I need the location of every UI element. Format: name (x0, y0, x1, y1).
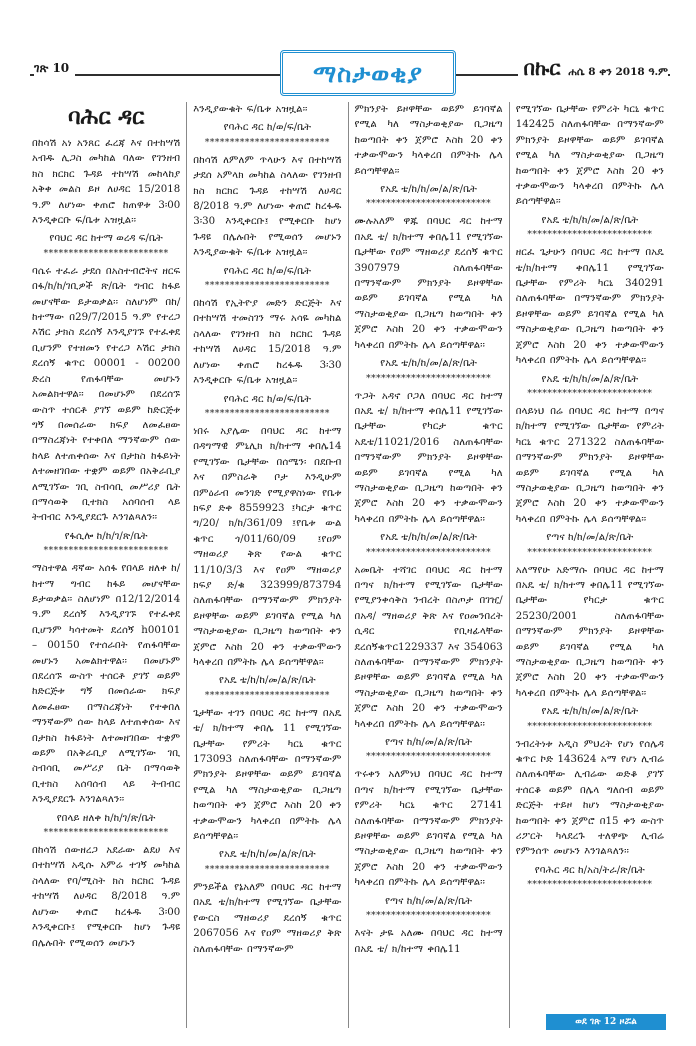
notice-separator: ************************* (527, 388, 653, 399)
section-title: ባሕር ዳር (67, 104, 145, 130)
notice-separator: ************************* (366, 199, 492, 210)
notice-separator: ************************* (204, 864, 330, 875)
notice-separator: ************************* (366, 911, 492, 922)
legal-notice (516, 404, 664, 559)
notice-body: ባሴሩ ተፈራ ታደሰ በአስተብሮትና ዘርፍ በፋ/ከ/ከ/ገቢዎች ጽ/ቤት ግብር ከፋይ መሆናቸው ይታወቃል፡፡ ስለሆነም በከ/ከተማው በ29/7/2015 ዓ.ም የተረጋ እሽር ታክስ ደረሰኝ እንዲያገኙ የተፈቀደ ቢሆንም የተዘመን የተረጋ እሽር ታክስ ደረሰኝ ቁጥር 00001 - 00200 ድረስ የጠፋባቸው መሆኑን አመልክተዋል፡፡ በመሆኑም በደረሰኙ ውስጥ ተሰርቶ ያገኘ ወይም ከድርጅቱ ግኝ በመሰራው ክፍያ ለመፈፀው በማስረጃነት የተቀበለ ማንኛውም ሰው ከላይ ለተጠቀሰው እና በታክስ ከፋይነት ለተመዘገበው ተቋም ወይም በአቅራቢያ ለሚገኘው ገቢ ስብሳቢ መሥሪያ ቤት በማሳወቅ ቢተክስ አሰባሰብ ላይ ትብብር እንዲያደርጉ እንገልጻለን፡፡ (32, 265, 181, 524)
notice-body: ምንይችል የኔአለም በባህር ዳር ከተማ በአዴ ቴ/ክ/ከተማ የሚገኘው ቤታቸው የውርስ ማዘወሪያ ደረሰኝ ቁጥር 2067056 እና የዐም ማዘወሪያ ቅጽ ስለጠፋባቸው በማንኛውም (193, 881, 342, 955)
legal-notice (32, 561, 180, 839)
continued-badge: ወደ ገጽ 12 ዞሯል (546, 1014, 666, 1030)
legal-notice (193, 153, 341, 292)
legal-notice (355, 563, 503, 764)
notice-signature: የአዴ ቴ/ከ/ከ/መ/ል/ጽ/ቤት (380, 184, 477, 196)
legal-notice (32, 264, 180, 557)
legal-notice (193, 102, 341, 149)
notice-signature: የአዴ ቴ/ከ/ከ/መ/ል/ጽ/ቤት (219, 675, 316, 687)
column-1 (30, 102, 186, 1028)
notice-signature: የጣና ከ/ከ/መ/ል/ጽ/ቤት (385, 895, 473, 907)
notice-signature: የአዴ ቴ/ከ/ከ/መ/ል/ጽ/ቤት (219, 849, 316, 861)
notice-separator: ************************* (527, 547, 653, 558)
notice-body: በከሳሽ አነ አንጸር ፈረጃ እና በተከሣሽ አብዱ ሊጋስ መካከል ባለው የገንዘብ ክስ ክርክር ጉዳይ ተከሣሽ መከላከያ አቅቀ መልስ ይዞ ለሀዳር 15/2018 ዓ.ም ለሆነው ቀጠሮ ከጠዋቱ 3፡00 እንዲቀርቡ ፍ/ቤቱ አዝዟል፡፡ (32, 138, 181, 227)
notice-body: ንብረትነቱ አዲስ ምህረት የሆነ የሰሌዳ ቁጥር ኮድ 143624 አማ የሆነ ሊብሬ ስለጠፋባቸው ሊብሬው ወድቆ ያገኘ ተሰርቆ ወይም በሌላ ግለሰብ ወይም ድርጅት ተይዞ ከሆነ ማስታወቂያው ከወጣበት ቀን ጀምሮ በ15 ቀን ውስጥ ሪፖርት ካላደረጉ ተለዋጭ ሊብሬ የምንሰጥ መሆኑን እንገልጻለን፡፡ (515, 738, 664, 858)
notice-body: ጌታቸው ተገን በባህር ዳር ከተማ በአዴ ቴ/ ክ/ከተማ ቀበሌ 11 የሚገኘው ቤታቸው የምሪት ካርኒ ቁጥር 173093 ስለጠፋባቸው በማንኛውም ምክንያት ይዞዋቸው ወይም ይገባኛል የሚል ካለ ማስታወቂያው ቢጋዜጣ ከወጣበት ቀን ጀምሮ እስከ 20 ቀን ተቃውሞውን ካላቀረበ በምትኩ ሌላ ይሰጣቸዋል፡፡ (193, 707, 342, 843)
page-header (30, 50, 670, 96)
notice-signature: የአዴ ቴ/ከ/ከ/መ/ል/ጽ/ቤት (541, 706, 639, 718)
notice-separator: ************************* (43, 828, 169, 839)
legal-notice (32, 843, 180, 951)
notice-separator: ************************* (204, 281, 330, 292)
legal-notice (516, 102, 664, 241)
publication-info (518, 56, 668, 80)
notice-body: በከሳሽ ለምለም ጥላሁን እና በተከሣሽ ታደሰ አምላክ መካከል ስላለው የገንዘብ ክስ ክርክር ጉዳይ ተከሣሽ ለሀዳር 8/2018 ዓ.ም ለሆነው ቀጠሮ ከረፋዱ 3፡30 እንዲቀርቡ፤ የሚቀርቡ ከሆነ ጉዳዩ በሌሉበት የሚወሰን መሆኑን እንዲያውቁት ፍ/ቤቱ አዝዟል፡፡ (193, 154, 342, 259)
notice-signature: የጣና ከ/ከ/መ/ል/ጽ/ቤት (546, 532, 634, 544)
notice-signature: የጣና ከ/ከ/መ/ል/ጽ/ቤት (385, 737, 473, 749)
notice-separator: ************************* (204, 137, 330, 148)
notice-signature: የባሕር ዳር ከ/ወ/ፍ/ቤት (223, 122, 312, 134)
legal-notice (193, 706, 341, 876)
legal-notice (516, 563, 664, 733)
legal-notice (355, 102, 503, 210)
notice-signature: የአዴ ቴ/ከ/ከ/መ/ል/ጽ/ቤት (380, 532, 477, 544)
legal-notice (516, 737, 664, 892)
notice-separator: ************************* (43, 248, 169, 259)
notice-signature: የአዴ ቴ/ከ/ከ/መ/ል/ጽ/ቤት (541, 214, 639, 226)
notice-body: አለማየሁ አድማሱ በባህር ዳር ከተማ በአዴ ቴ/ ክ/ከተማ ቀበሌ11 የሚገኘው ቤታቸው የካርታ ቁጥር 25230/2001 ስለጠፋባቸው በማንኛውም ምክንያት ይዞዋቸው ወይም ይገባኛል የሚል ካለ ማስታወቂያው ቢጋዜጣ ከወጣበት ቀን ጀምሮ እስከ 20 ቀን ተቃውሞውን ካላቀረበ በምትኩ ሌላ ይሰጣቸዋል፡፡ (515, 564, 664, 699)
notice-signature: የባሕር ዳር ከ/አስ/ትራ/ጽ/ቤት (534, 864, 645, 876)
notice-separator: ************************* (527, 230, 653, 241)
notice-separator: ************************* (204, 690, 330, 701)
notice-separator: ************************* (527, 721, 653, 732)
notice-separator: ************************* (366, 373, 492, 384)
notice-signature: የባህር ዳር ከተማ ወረዳ ፍ/ቤት (49, 233, 163, 245)
legal-notice (355, 214, 503, 384)
legal-notice (193, 880, 341, 957)
notice-body: እንዲያውቁት ፍ/ቤቱ አዝዟል፡፡ (193, 104, 308, 115)
notice-signature: የባሕር ዳር ከ/ወ/ፍ/ቤት (223, 393, 312, 405)
notice-body: በላይነህ በሬ በባህር ዳር ከተማ በጣና ክ/ከተማ የሚገኘው ቤታቸው የምሪት ካርኒ ቁጥር 271322 ስለጠፋባቸው በማንኛውም ምክንያት ይዞዋቸው ወይም ይገባኛል የሚል ካለ ማስታወቂያው ቢጋዜጣ ከወጣበት ቀን ጀምሮ እስከ 20 ቀን ተቃውሞውን ካላቀረበ በምትኩ ሌላ ይሰጣቸዋል፡፡ (515, 405, 664, 525)
column-3 (348, 102, 509, 1028)
notice-body: አመቤት ተሻገር በባህር ዳር ከተማ በጣና ክ/ከተማ የሚገኘው ቤታቸው የሚያንቀሳቅስ ንብረት በስጦታ በገዢ/በአዳ/ ማዘወሪያ ቅጽ እና የዐመንበረት ሲዳር የቢዛፊላቸው ደረሰኝቁጥር1229337 እና 354063 ስለጠፋባቸው በማንኛውም ምክንያት ይዞዋቸው ወይም ይገባኛል የሚል ካለ ማስታወቂያው ቢጋዜጣ ከወጣበት ቀን ጀምሮ እስከ 20 ቀን ተቃውሞውን ካላቀረበ በምትኩ ሌላ ይሰጣቸዋል፡፡ (354, 564, 503, 730)
notice-columns (30, 102, 670, 1028)
legal-notice (32, 136, 180, 260)
notice-signature: የበላይ ዘለቀ ከ/ከ/ገ/ጽ/ቤት (56, 812, 156, 824)
section-masthead: ማስታወቂያ (280, 50, 456, 96)
column-2 (186, 102, 347, 1028)
legal-notice (355, 389, 503, 559)
notice-signature: የአዴ ቴ/ከ/ከ/መ/ል/ጽ/ቤት (380, 358, 477, 370)
notice-separator: ************************* (204, 408, 330, 419)
notice-body: በከሳሽ ሰውዘረጋ አደራው ልደሀ እና በተከሣሽ አዲሱ አምሬ ተገኝ መካከል ስላለው የባ/ሚስት ክስ ክርክር ጉዳይ ተከሣሽ ለሀዳር 8/2018 ዓ.ም ለሆነው ቀጠሮ ከረፋዱ 3፡00 እንዲቀርቡ፤ የሚቀርቡ ከሆነ ጉዳዩ በሌሉበት የሚወሰን መሆኑን (32, 845, 181, 949)
notice-body: ሙሉአለም ዋጁ በባህር ዳር ከተማ በአዴ ቴ/ ክ/ከተማ ቀበሌ11 የሚገኘው ቤታቸው የዐም ማዘወሪያ ደረሰኝ ቁጥር 3907979 ስለጠፋባቸው በማንኛውም ምክንያት ይዞዋቸው ወይም ይገባኛል የሚል ካለ ማስታወቂያው ቢጋዜጣ ከወጣበት ቀን ጀምሮ እስከ 20 ቀን ተቃውሞውን ካላቀረበ በምትኩ ሌላ ይሰጣቸዋል፡፡ (354, 216, 503, 351)
notice-body: ማስተዋል ዳኛው አሰፋ የበላይ ዘለቀ ከ/ከተማ ግብር ከፋይ መሆናቸው ይታወቃል፡፡ ስለሆነም በ12/12/2014 ዓ.ም ደረሰኝ እንዲያገኙ የተፈቀደ ቢሆንም ካሳተመት ደረሰኝ h00101 – 00150 የተሰራበት የጠፋባቸው መሆኑን አመልክተዋል፡፡ በመሆኑም በደረሰኙ ውስጥ ተሰርቶ ያገኘ ወይም ከድርጅቱ ግኝ በመሰራው ክፍያ ለመፈፀው በማስረጃነት የተቀበለ ማንኛውም ሰው ከላይ ለተጠቀሰው እና በታክስ ከፋይነት ለተመዘገበው ተቋም ወይም በአቅራቢያ ለሚገኘው ገቢ ስብሳቢ መሥሪያ ቤት በማሳወቅ ቢተክስ አሰባሰብ ላይ ትብብር እንዲያደርጉ እንገልጻለን፡፡ (32, 563, 181, 806)
legal-notice (355, 926, 503, 957)
issue-date: ሐሴ 8 ቀን 2018 ዓ.ም (568, 66, 668, 78)
notice-body: ነበሩ አያሌው በባህር ዳር ከተማ በዳግማዊ ምኒሊክ ክ/ከተማ ቀበሌ14 የሚገኘው ቤታቸው በሰሜን፡ በደቡብ እና በምስራቅ ቦታ እንዲሁም በምዕራብ መንገድ የሚያዋስነው የቤቱ ክፍያ ድቀ 8559923 ፤ካርታ ቁጥር ግ/20/ ክ/ከ/361/09 ፤የቤቱ ውል ቁጥር ጎ/011/60/09 ፤የዐም ማዘወሪያ ቅጽ የውል ቁጥር 11/10/3/3 እና የዐም ማዘወሪያ ክፍያ ድ/ቁ 323999/873794 ስለጠፋባቸው በማንኛውም ምክንያት ይዞዋቸው ወይም ይገባኛል የሚል ካለ ማስታወቂያው ቢጋዜጣ ከወጣበት ቀን ጀምሮ እስከ 20 ቀን ተቃውሞውን ካላቀረበ በምትኩ ሌላ ይሰጣቸዋል፡፡ (193, 425, 342, 668)
notice-signature: የባሕር ዳር ከ/ወ/ፍ/ቤት (223, 265, 312, 277)
notice-body: ጥጋት አዳኖ ቦጋለ በባህር ዳር ከተማ በአዴ ቴ/ ክ/ከተማ ቀበሌ11 የሚገኘው ቤታቸው የካርታ ቁጥር አዴቴ/11021/2016 ስለጠፋባቸው በማንኛውም ምክንያት ይዞዋቸው ወይም ይገባኛል የሚል ካለ ማስታወቂያው ቢጋዜጣ ከወጣበት ቀን ጀምሮ እስከ 20 ቀን ተቃውሞውን ካላቀረበ በምትኩ ሌላ ይሰጣቸዋል፡፡ (354, 390, 503, 525)
notice-separator: ************************* (43, 546, 169, 557)
notice-body: በከሳሽ የኢትዮያ መድን ድርጅት እና በተከሣሽ ተመስገን ማሩ አሳዬ መካከል ስላለው የገንዘብ ክስ ክርክር ጉዳይ ተከሣሽ ለሀዳር 15/2018 ዓ.ም ለሆነው ቀጠሮ ከረፋዱ 3፡30 እንዲቀርቡ ፍ/ቤቱ አዝዟል፡፡ (193, 298, 342, 387)
notice-separator: ************************* (366, 547, 492, 558)
page-number: ገጽ 10 (34, 61, 75, 76)
notice-body: ጥሩቀን አለምነህ በባህር ዳር ከተማ በጣና ክ/ከተማ የሚገኘው ቤታቸው የምሪት ካርኒ ቁጥር 27141 ስለጠፋባቸው በማንኛውም ምክንያት ይዞዋቸው ወይም ይገባኛል የሚል ካለ ማስታወቂያው ቢጋዜጣ ከወጣበት ቀን ጀምሮ እስከ 20 ቀን ተቃውሞውን ካላቀረበ በምትኩ ሌላ ይሰጣቸዋል፡፡ (354, 769, 503, 889)
notice-body: ምክንያት ይዞዋቸው ወይም ይገባኛል የሚል ካለ ማስታወቂያው ቢጋዜጣ ከወጣበት ቀን ጀምሮ እስከ 20 ቀን ተቃውሞውን ካላቀረበ በምትኩ ሌላ ይሰጣቸዋል፡፡ (354, 104, 503, 177)
notice-body: ዘርፈ ጌታሁን በባህር ዳር ከተማ በአዴ ቴ/ክ/ከተማ ቀበሌ11 የሚገኘው ቤታቸው የምሪት ካርኒ 340291 ስለጠፋባቸው በማንኛውም ምክንያት ይዞዋቸው ወይም ይገባኛል የሚል ካለ ማስታወቂያው ቢጋዜጣ ከወጣበት ቀን ጀምሮ እስከ 20 ቀን ተቃውሞውን ካላቀረበ በምትኩ ሌላ ይሰጣቸዋል፡፡ (515, 247, 664, 367)
notice-separator: ************************* (366, 752, 492, 763)
column-4 (509, 102, 670, 1028)
legal-notice (193, 296, 341, 420)
notice-body: የሚገኘው ቤታቸው የምሪት ካርኒ ቁጥር 142425 ስለጠፋባቸው በማንኛውም ምክንያት ይዞዋቸው ወይም ይገባኛል የሚል ካለ ማስታወቂያው ቢጋዜጣ ከወጣበት ቀን ጀምሮ እስከ 20 ቀን ተቃውሞውን ካላቀረበ በምትኩ ሌላ ይሰጣቸዋል፡፡ (515, 104, 664, 208)
publication-name: በኩር (523, 56, 561, 80)
legal-notice (516, 245, 664, 400)
notice-signature: የአዴ ቴ/ከ/ከ/መ/ል/ጽ/ቤት (541, 373, 639, 385)
notice-body: እናት ታዬ አለሙ በባህር ዳር ከተማ በአዴ ቴ/ ክ/ከተማ ቀበሌ11 (354, 928, 503, 955)
notice-separator: ************************* (527, 880, 653, 891)
legal-notice (193, 424, 341, 702)
notice-signature: የፋሲሎ ከ/ከ/ገ/ጽ/ቤት (64, 530, 148, 542)
legal-notice (355, 767, 503, 922)
